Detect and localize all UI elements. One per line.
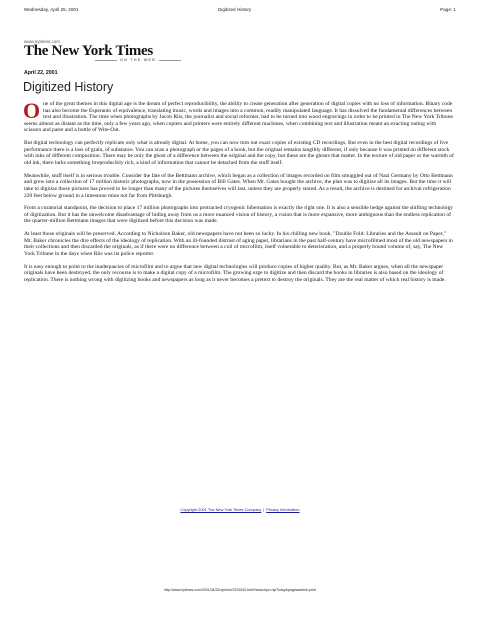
paragraph-1-text: ne of the great themes in this digital age is the dream of perfect reproducibility, the ability to create generation after generation of digital copies with no loss of information. Binary code has also become the Esperanto of equivalence, translating music, words and images into a common, readily manipulated language. It has dissolved the fundamental differences between text and illustration. The time when photographs by Jacob Riis, the journalist and social reformer, had to be turned into wood engravings in order to be printed in The New York Tribune seems almost as distant as the time, only a few years ago, when copiers and printers were entirely different machines, when combining text and illustration meant an exacting outing with scissors and paste and a bottle of Wite-Out. xyxy=(24,101,453,134)
privacy-link[interactable]: Privacy Information xyxy=(266,507,300,512)
page-footer xyxy=(0,507,480,512)
article-date: April 22, 2001 xyxy=(24,70,58,76)
paragraph-4: From a curatorial standpoint, the decision to place 17 million photographs into protracted cryogenic hibernation is exactly the right one. It is also a sensible hedge against the shifting technology of digitization. But it has the unwelcome disadvantage of hiding away from us a more nuanced vision of history, a vision that is more expansive, more ambiguous than the endless replication of the quarter-million Bettmann images that were digitized before this decision was made. xyxy=(24,205,454,225)
nyt-logo[interactable]: The New York Times xyxy=(24,43,153,59)
print-header-date: Wednesday, April 25, 2001 xyxy=(24,7,79,12)
paragraph-6: It is easy enough to point to the inadequacies of microfilm and to argue that new digital technologies will produce copies of higher quality. But, as Mr. Baker argues, when all the newspaper originals have been destroyed, the only recourse is to make a digital copy of a microfilm. The growing urge to digitize and then discard the books in libraries is also based on the ideology of replication. There is nothing wrong with digitizing books and newspapers as long as it never becomes a pretext to destroy the originals. They are the real matter of which real history is made. xyxy=(24,263,446,283)
paragraph-5: At least those originals will be preserved. According to Nicholson Baker, old newspapers have not been so lucky. In his chilling new book, "Double Fold: Libraries and the Assault on Paper," Mr. Baker chronicles the dire effects of the ideology of replication. With an ill-founded distrust of aging paper, librarians in the past half-century have microfilmed most of the old newspapers in their collections and then discarded the originals, as if there were no difference between a coil of microfilm, itself vulnerable to deterioration, and a properly bound volume of, say, The New York Tribune in the days when Riis was its police reporter. xyxy=(24,231,453,258)
article-title: Digitized History xyxy=(23,80,114,94)
tagline-rule-left xyxy=(95,60,117,61)
site-url[interactable]: www.nytimes.com xyxy=(24,39,61,44)
article-body xyxy=(23,98,454,290)
drop-cap: O xyxy=(23,98,41,123)
paragraph-2: But digital technology can perfectly replicate only what is already digital. At home, you can now turn out exact copies of existing CD recordings. But even in the best digital recordings of live performance there is a loss of grain, of substance. You can scan a photograph or the pages of a book, but the original remains tangibly different, if only because it was printed on different stock with inks of different composition. There may be only the ghost of a difference between the original and the copy, but these are the ghosts that matter. In the texture of old paper or the warmth of old ink, there lurks something irreproducibly rich, a kind of information that cannot be detached from the stuff itself. xyxy=(24,140,454,166)
print-header-page: Page: 1 xyxy=(440,7,456,12)
paragraph-3: Meanwhile, stuff itself is in serious trouble. Consider the fate of the Bettmann archive, which began as a collection of images recorded on film smuggled out of Nazi Germany by Otto Bettmann and grew into a collection of 17 million historic photographs, now in the possession of Bill Gates. When Mr. Gates bought the archive, the plan was to digitize all its images. But the time it will take to digitize those pictures has proved to be longer than many of the pictures themselves will last, unless they are properly stored. As a result, the archive is destined for archival refrigeration 220 feet below ground in a limestone mine not far from Pittsburgh. xyxy=(24,172,453,199)
source-url: http://www.nytimes.com/2001/04/22/opinion/22SUN3.html?searchpv=nytToday&pagewanted=print xyxy=(164,588,316,592)
print-header-title: Digitized History xyxy=(218,7,252,12)
paragraph-1 xyxy=(23,98,454,134)
tagline-text: ON THE WEB xyxy=(120,58,156,62)
print-header xyxy=(24,7,456,15)
logo-tagline xyxy=(92,58,184,62)
copyright-link[interactable]: Copyright 2001 The New York Times Company xyxy=(180,507,262,512)
tagline-rule-right xyxy=(159,60,181,61)
footer-separator: | xyxy=(263,507,265,512)
